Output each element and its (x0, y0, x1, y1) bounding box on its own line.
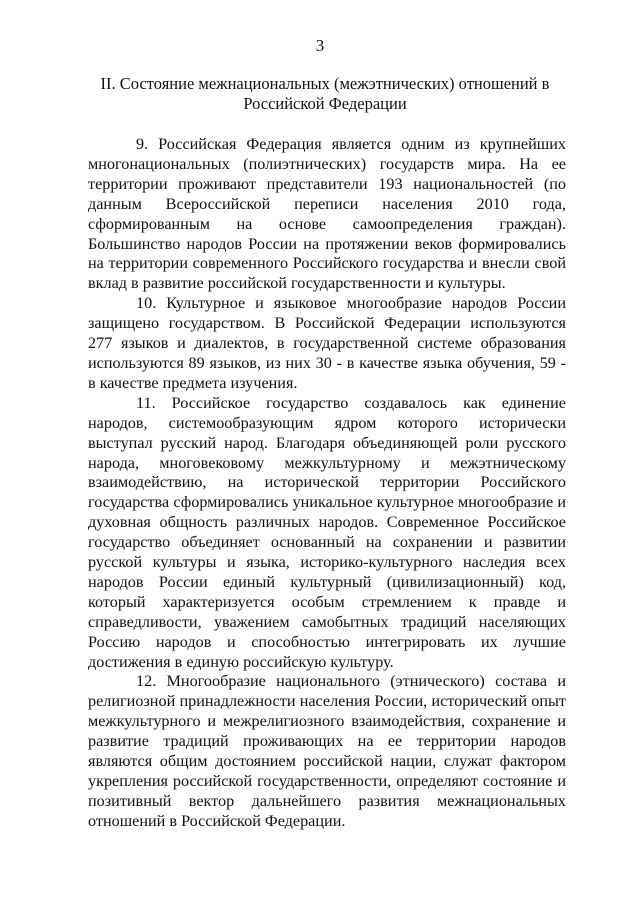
section-title-line-2: Российской Федерации (243, 94, 407, 113)
section-title (90, 74, 560, 114)
paragraph-10: 10. Культурное и языковое многообразие народов России защищено государством. В Российской Федерации используются 277 языков и диалектов, в государственной системе образования используются 89 языков, из них 30 - в качестве языка обучения, 59 - в качестве предмета изучения. (88, 294, 566, 392)
body-text (88, 135, 566, 832)
paragraph-9: 9. Российская Федерация является одним из крупнейших многонациональных (полиэтнических) государств мира. На ее территории проживают представители 193 национальностей (по данным Всероссийской переписи населения 2010 года, сформированным на основе самоопределения граждан). Большинство народов России на протяжении веков формировались на территории современного Российского государства и внесли свой вклад в развитие российской государственности и культуры. (88, 135, 566, 293)
paragraph-11: 11. Российское государство создавалось как единение народов, системообразующим ядром которого исторически выступал русский народ. Благодаря объединяющей роли русского народа, многовековому межкультурному и межэтническому взаимодействию, на исторической территории Российского государства сформировались уникальное культурное многообразие и духовная общность различных народов. Современное Российское государство объединяет основанный на сохранении и развитии русской культуры и языка, историко-культурного наследия всех народов России единый культурный (цивилизационный) код, который характеризуется особым стремлением к правде и справедливости, уважением самобытных традиций населяющих Россию народов и способностью интегрировать их лучшие достижения в единую российскую культуру. (88, 393, 566, 671)
paragraph-12: 12. Многообразие национального (этнического) состава и религиозной принадлежности населения России, исторический опыт межкультурного и межрелигиозного взаимодействия, сохранение и развитие традиций проживающих на ее территории народов являются общим достоянием российской нации, служат фактором укрепления российской государственности, определяют состояние и позитивный вектор дальнейшего развития межнациональных отношений в Российской Федерации. (88, 672, 566, 830)
section-title-line-1: II. Состояние межнациональных (межэтнических) отношений в (100, 74, 550, 93)
page-number: 3 (315, 36, 325, 55)
